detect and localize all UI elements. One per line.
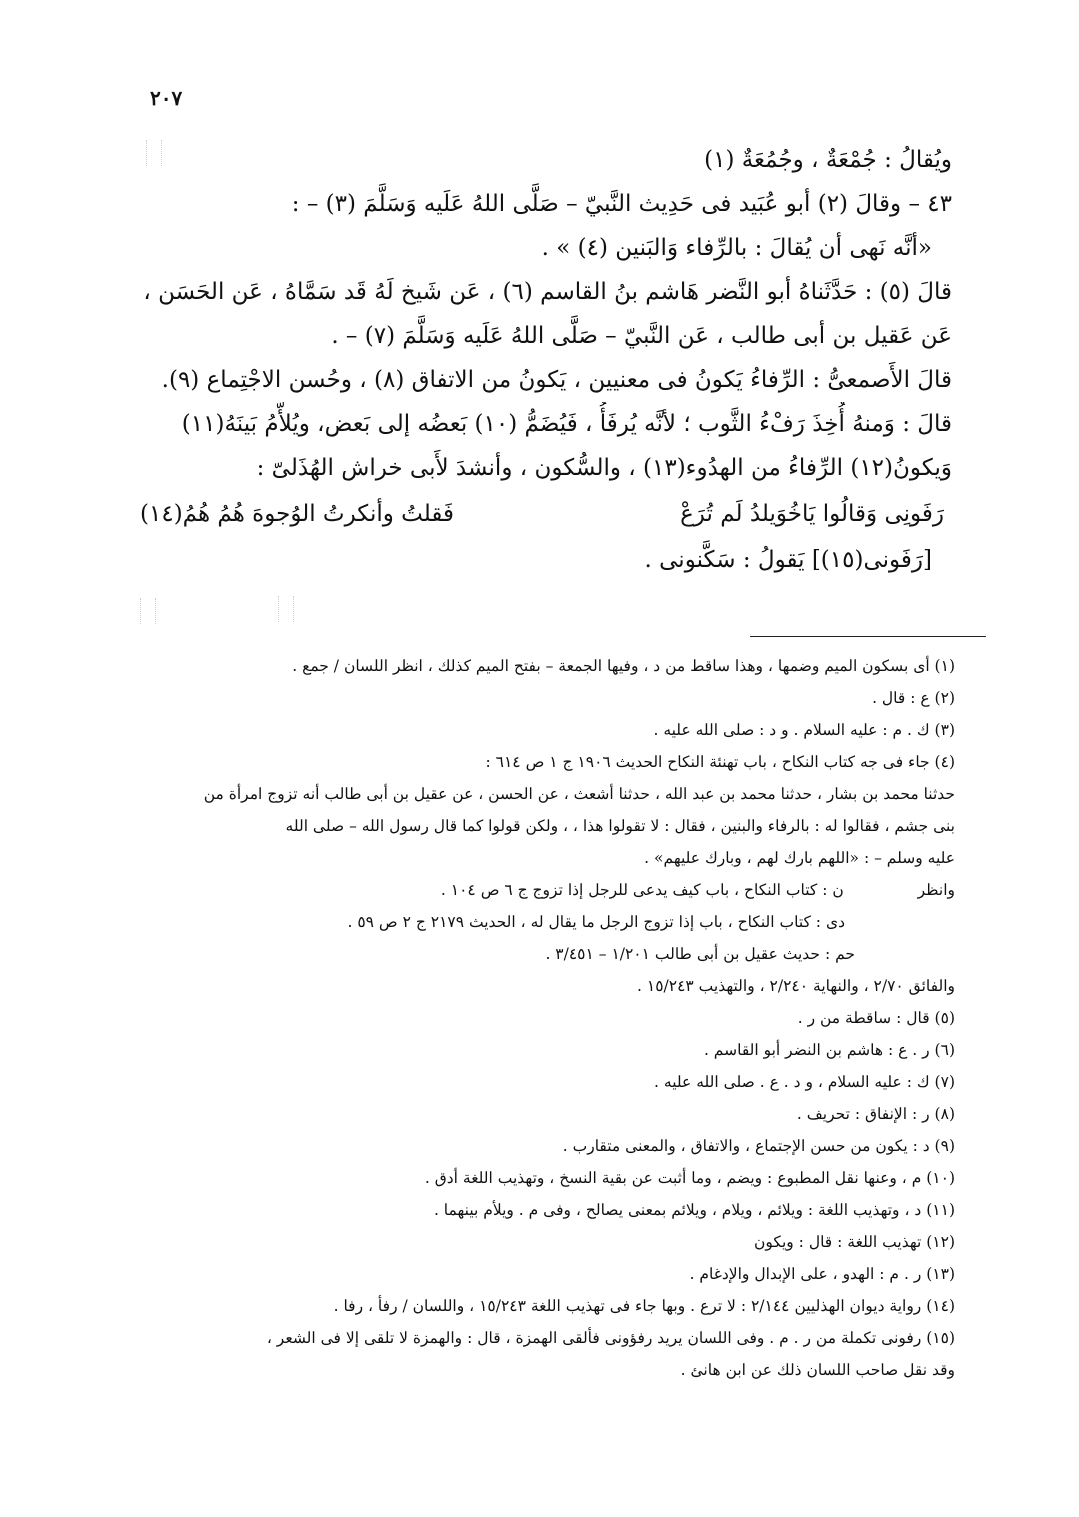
footnote-4-ref-faiq: والفائق ٢/٧٠ ، والنهاية ٢/٢٤٠ ، والتهذيب ١٥/٢٤٣ .	[637, 977, 955, 995]
footnote-11: (١١) د ، وتهذيب اللغة : ويلائم ، ويلام ، ويلائم بمعنى يصالح ، وفى م . ويلأم بينهما .	[433, 1201, 955, 1219]
verse-second-hemistich: فَقلتُ وأنكرتُ الوُجوهَ هُمُ هُمُ(١٤)	[140, 501, 454, 527]
scan-smudge-left	[146, 140, 162, 166]
footnote-2: (٢) ع : قال .	[872, 689, 955, 707]
footnote-4-see-also	[140, 874, 955, 906]
footnote-4-ref-darimi: دى : كتاب النكاح ، باب إذا تزوج الرجل ما يقال له ، الحديث ٢١٧٩ ج ٢ ص ٥٩ .	[347, 913, 845, 931]
footnote-13: (١٣) ر . م : الهدو ، على الإبدال والإدغام .	[689, 1265, 955, 1283]
text-line-8: وَيكونُ(١٢) الرِّفاءُ من الهدُوء(١٣) ، والسُّكون ، وأنشدَ لأَبى خراش الهُذَلىّ :	[256, 455, 952, 481]
text-line-6: قالَ الأَصمعىُّ : الرِّفاءُ يَكونُ فى معنيين ، يَكونُ من الاتفاق (٨) ، وحُسن الاجْتِماع (٩).	[161, 367, 952, 393]
footnote-15-continued: وقد نقل صاحب اللسان ذلك عن ابن هانئ .	[680, 1361, 955, 1379]
footnote-7: (٧) ك : عليه السلام ، و د . ع . صلى الله عليه .	[654, 1073, 955, 1091]
scan-smudge-middle	[278, 596, 294, 622]
footnote-8: (٨) ر : الإنفاق : تحريف .	[796, 1105, 955, 1123]
text-line-5: عَن عَقيل بن أبى طالب ، عَن النَّبيّ – صَلَّى اللهُ عَلَيه وَسَلَّمَ (٧) – .	[331, 323, 952, 349]
footnote-14: (١٤) رواية ديوان الهذليين ٢/١٤٤ : لا ترع . وبها جاء فى تهذيب اللغة ١٥/٢٤٣ ، واللسان / رفأ ، رفا .	[333, 1297, 955, 1315]
footnote-4: (٤) جاء فى جه كتاب النكاح ، باب تهنئة النكاح الحديث ١٩٠٦ ج ١ ص ٦١٤ :	[485, 753, 955, 771]
verse-gloss: [رَفَونى(١٥)] يَقولُ : سَكَّنونى .	[644, 547, 932, 573]
footnote-3: (٣) ك . م : عليه السلام . و د : صلى الله عليه .	[653, 721, 955, 739]
footnote-4-hadith-line-1: حدثنا محمد بن بشار ، حدثنا محمد بن عبد الله ، حدثنا أشعث ، عن الحسن ، عن عقيل بن أبى طالب أنه تزوج امرأة من	[203, 785, 955, 803]
footnote-4-hadith-line-2: بنى جشم ، فقالوا له : بالرفاء والبنين ، فقال : لا تقولوا هذا ، ، ولكن قولوا كما قال رسول الله – صلى الله	[285, 817, 955, 835]
footnote-5: (٥) قال : ساقطة من ر .	[797, 1009, 955, 1027]
text-line-3: «أنَّه نَهى أن يُقالَ : بالرِّفاء وَالبَنين (٤) » .	[541, 235, 932, 261]
footnote-9: (٩) د : يكون من حسن الإجتماع ، والاتفاق ، والمعنى متقارب .	[562, 1137, 955, 1155]
footnotes	[140, 650, 955, 1386]
text-line-4: قالَ (٥) : حَدَّثَناهُ أبو النَّضر هَاشم بنُ القاسم (٦) ، عَن شَيخ لَهُ قَد سَمَّاهُ ، عَن الحَسَن ،	[143, 279, 952, 305]
page-number: ٢٠٧	[150, 86, 183, 110]
footnote-separator	[750, 636, 986, 637]
footnote-4-ref-nasai: ن : كتاب النكاح ، باب كيف يدعى للرجل إذا تزوج ج ٦ ص ١٠٤ .	[440, 881, 844, 899]
text-line-7: قالَ : وَمنهُ أُخِذَ رَفْءُ الثَّوب ؛ لأنَّه يُرفَأُ ، فَيُضَمُّ (١٠) بَعضُه إلى بَعض، ويُلأَّمُ بَينَهُ(١١)	[181, 411, 952, 437]
footnote-15: (١٥) رفونى تكملة من ر . م . وفى اللسان يريد رفؤونى فألقى الهمزة ، قال : والهمزة لا تلقى إلا فى الشعر ،	[266, 1329, 955, 1347]
footnote-see-also-prefix: وانظر	[917, 881, 955, 899]
scan-smudge-bottom-left	[140, 598, 156, 624]
main-text	[140, 138, 952, 582]
text-line-1: ويُقالُ : جُمْعَةٌ ، وجُمُعَةٌ (١)	[704, 147, 952, 173]
footnote-6: (٦) ر . ع : هاشم بن النضر أبو القاسم .	[703, 1041, 955, 1059]
footnote-12: (١٢) تهذيب اللغة : قال : ويكون	[754, 1233, 955, 1251]
footnote-1: (١) أى بسكون الميم وضمها ، وهذا ساقط من د ، وفيها الجمعة – بفتح الميم كذلك ، انظر اللسان / جمع .	[292, 657, 955, 675]
poetry-verse	[140, 490, 952, 538]
verse-first-hemistich: رَفَونِى وَقالُوا يَاخُوَيلدُ لَم تُرَعْ	[680, 501, 944, 527]
footnote-4-hadith-line-3: عليه وسلم – : «اللهم بارك لهم ، وبارك عليهم» .	[644, 849, 955, 867]
footnote-4-ref-ahmad: حم : حديث عقيل بن أبى طالب ١/٢٠١ – ٣/٤٥١ .	[545, 945, 855, 963]
text-line-2: ٤٣ – وقالَ (٢) أبو عُبَيد فى حَدِيث النَّبيّ – صَلَّى اللهُ عَلَيه وَسَلَّمَ (٣) – :	[291, 191, 952, 217]
footnote-10: (١٠) م ، وعنها نقل المطبوع : ويضم ، وما أثبت عن بقية النسخ ، وتهذيب اللغة أدق .	[424, 1169, 955, 1187]
